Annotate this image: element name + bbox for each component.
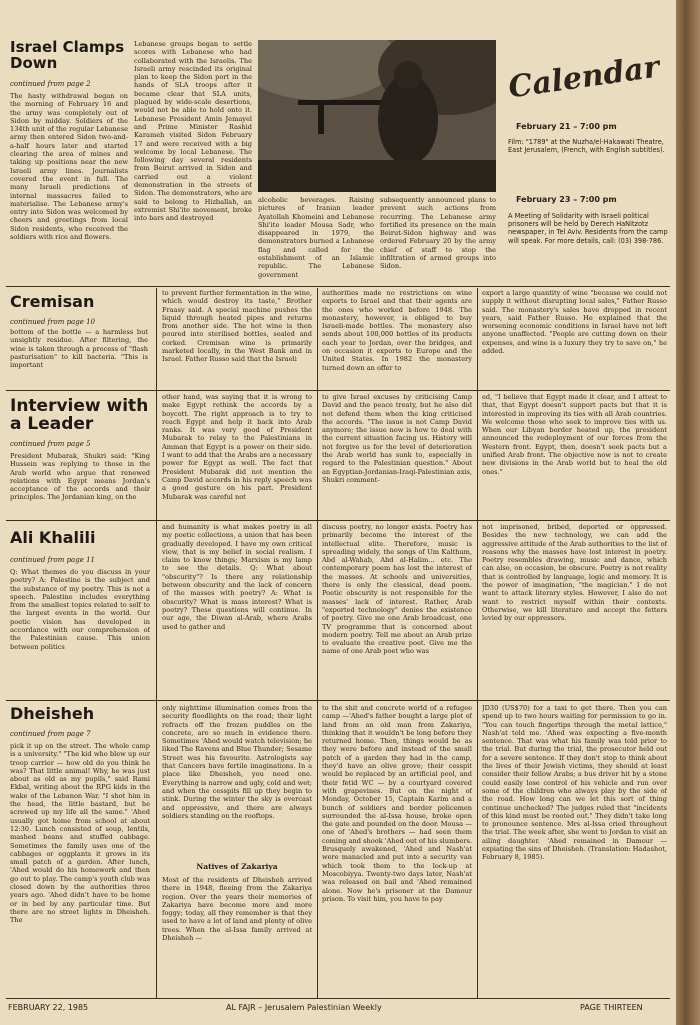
- dheisheh-col2-after: Most of the residents of Dheisheh arrived there in 1948, fleeing from the Zakariya region. Over the years their memories of Zakariya have become more and more foggy; today, all they remember is that they used to have a lot of land and plenty of olive trees. When the al-Issa family arrived at Dheisheh —: [162, 876, 312, 943]
- headline-israel: Israel Clamps Down: [10, 38, 125, 72]
- calendar-date-2: February 23 – 7:00 pm: [516, 195, 617, 204]
- headline-dheisheh: Dheisheh: [10, 704, 95, 723]
- column-rule: [477, 288, 478, 998]
- continued-cremisan: continued from page 10: [10, 318, 95, 326]
- continued-interview: continued from page 5: [10, 440, 91, 448]
- interview-col3: to give Israel excuses by criticising Camp David and the peace treaty, but he also did not defend them when the king criticised the accords. "The issue is not Camp David anymore; the issue now is how to deal with the current situation facing us. History will not forgive us for the level of deterioration the Arab world has sunk to, especially in regard to the Palestinian question." About an Egyptian-Jordanian-Iraqi-Palestinian axis, Shukri comment-: [322, 393, 472, 484]
- khalili-col4: not imprisoned, bribed, deported or oppressed. Besides the new technology, we can add the aggressive attitude of the Arab authorities to the list of reasons why the masses have lost interest in poetry. Poetry resembles drawing, music and dance, which can also, on occasion, be obscure. Poetry is not reality that is controlled by language, logic and memory. It is the power of imagination, "the magician." I do not want to attack literary styles. However, I also do not want to restrict myself within their contexts. Otherwise, we kill literature and accept the fetters levied by our oppressors.: [482, 523, 667, 623]
- footer-date: FEBRUARY 22, 1985: [8, 1003, 89, 1012]
- interview-col2: other hand, was saying that it is wrong to make Egypt rethink the accords by a boycott. The right approach is to try to reach Egypt and help it back into Arab ranks. It was very good of President Mubarak to relay to the Palestinians in Amman that Egypt is a power on their side. I want to add that the Arabs are a necessary power for Egypt as well. The fact that President Mubarak did not mention the Camp David accords in his reply speech was a good gesture on his part. President Mubarak was careful not: [162, 393, 312, 501]
- book-binding: [676, 0, 700, 1025]
- headline-khalili: Ali Khalili: [10, 528, 96, 547]
- divider: [6, 700, 670, 701]
- calendar-event-1: Film: "1789" at the Nuzha/el-Hakawati Theatre, East Jerusalem, (French, with English subtitles).: [508, 138, 665, 155]
- calendar-date-1: February 21 – 7:00 pm: [516, 122, 617, 131]
- interview-col1: President Mubarak, Shukri said: "King Hussein was replying to those in the Arab world who argue that renewed relations with Egypt means Jordan's acceptance of the accords and their principles. The Jordanian king, on the: [10, 452, 150, 502]
- continued-israel: continued from page 2: [10, 80, 91, 88]
- dheisheh-col1: pick it up on the street. The whole camp is a university." "The kid who blew up our troop carrier — how old do you think he was? That little animal! Why, he was just about as old as my pupils," said Rami Ekbal, writing about the RPG kids in the wake of the Lebanon War. "I shot him in the head, the little bastard, but he screwed up my life all the same." 'Ahed usually got home from school at about 12:30. Lunch consisted of soup, lentils, mashed beans and stuffed cabbage. Sometimes the family uses one of the cabbages or eggplants it grows in its small patch of a garden. After lunch, 'Ahed would do his homework and then go out to play. The camp's youth club was closed down by the authorities three years ago. 'Ahed didn't have to be home or in bed by any particular time. But there are no street lights in Dheisheh. The: [10, 742, 150, 925]
- calendar-title: Calendar: [506, 49, 662, 106]
- khalili-col1: Q: What themes do you discuss in your poetry? A: Palestine is the subject and the substance of my poetry. This is not a speech. Palestine includes everything from the smallest topics related to self to the largest events in the world. Our poetic vision has developed in accordance with our comprehension of the Palestinian cause. This union between politics: [10, 568, 150, 651]
- dheisheh-subhead: Natives of Zakariya: [196, 862, 278, 871]
- continued-dheisheh: continued from page 7: [10, 730, 91, 738]
- footer-rule: [6, 998, 670, 999]
- calendar-event-2: A Meeting of Solidarity with Israeli political prisoners will be held by Derech HaNitzotz newspaper, in Tel Aviv. Residents from the camp will speak. For more details, call: (03) 398-786.: [508, 212, 668, 245]
- column-rule: [317, 288, 318, 998]
- continued-khalili: continued from page 11: [10, 556, 95, 564]
- cremisan-col3: authorities made no restrictions on wine exports to Israel and that their agents are the ones who worked before 1948. The monastery, however, is obliged to buy Israeli-made bottles. The monastery also sends about 100,000 bottles of its products each year to Jordan, over the bridges, and on occasion it exports to Europe and the United States. In 1982 the monastery turned down an offer to: [322, 289, 472, 372]
- footer-paper: AL FAJR – Jerusalem Palestinian Weekly: [226, 1003, 382, 1012]
- israel-col3: alcoholic beverages. Raising pictures of Iranian leader Ayatollah Khomeini and Lebanese Shi'ite leader Mousa Sadr, who disappeared in 1979, the demonstrators burned a Lebanese flag and called for the establishment of an Islamic republic. The Lebanese government: [258, 196, 374, 279]
- headline-interview: Interview with a Leader: [10, 396, 149, 434]
- divider: [6, 520, 670, 521]
- soldier-photo: [258, 40, 496, 192]
- divider: [6, 390, 670, 391]
- khalili-col3: discuss poetry, no longer exists. Poetry has primarily become the interest of the intellectual elite. Therefore, music is spreading widely, the songs of Um Kalthum, Abd al-Wahab, Abd al-Halim... etc. The contemporary poem has lost the interest of the masses. At schools and universities, there is only the classical, dead poem. Poetic obscurity is not responsible for the masses' lack of interest. Rather, Arab "exported technology" denies the existence of poetry. Give me one Arab broadcast, one TV programme that is concerned about modern poetry. Tell me about an Arab prize to evaluate the creative poet. Give me the name of one Arab poet who was: [322, 523, 472, 656]
- khalili-col2: and humanity is what makes poetry in all my poetic collections, a union that has been gradually developed. I have my own critical view, that is my belief in social realism. I claim to know things; Marxism is my lamp to see the details. Q: What about "obscurity"? Is there any relationship between obscurity and the lack of concern of the masses with poetry? A: What is obscurity? What is mass interest? What is poetry? These questions will continue. In our age, the Diwan al-Arab, where Arabs used to gather and: [162, 523, 312, 631]
- interview-col4: ed, "I believe that Egypt made it clear, and I attest to that, that Egypt doesn't support pacts but that it is interested in improving its ties with all Arab countries. We welcome those who seek to improve ties with us. When our Libyan border heated up, the president announced the redeployment of our forces from the Western front. Egypt, then, doesn't seek pacts but a unified Arab front. The objective now is not to create new divisions in the Arab world but to heal the old ones.": [482, 393, 667, 476]
- divider: [6, 286, 670, 287]
- headline-cremisan: Cremisan: [10, 292, 95, 311]
- israel-col4: subsequently announced plans to prevent such actions from recurring. The Lebanese army fortified its presence on the main Beirut-Sidon highway and was ordered February 20 by the army chief of staff to stop the infiltration of armed groups into Sidon.: [380, 196, 496, 271]
- cremisan-col1: bottom of the bottle — a harmless but unsightly residue. After filtering, the wine is taken through a process of "flash pasturisation" to kill bacteria. "This is important: [10, 328, 148, 370]
- cremisan-col4: export a large quantity of wine "because we could not supply it without disrupting local sales," Father Russo said. The monastery's sales have dropped in recent years, said Father Russo. He explained that the worsening economic conditions in Israel have not left anyone unaffected. "People are cutting down on their expenses, and wine is a luxury they try to save on," he added.: [482, 289, 667, 356]
- column-rule: [156, 288, 157, 998]
- dheisheh-col2: only nighttime illumination comes from the security floodlights on the road; their light refracts off the frozen puddles on the concrete, are so much in evidence there. Sometimes 'Ahed would watch television; he liked The Ravens and Blue Thunder; Sesame Street was his favourite. Astrologists say that Cancers have fertile imaginations. In a place like Dheisheh, you need one. Everything is narrow and ugly, cold and wet; and when the cesspits fill up they begin to stink. During the winter the sky is overcast and oppressive, and there are always soldiers standing on the rooftops.: [162, 704, 312, 820]
- dheisheh-col3: to the shit and concrete world of a refugee camp —'Ahed's father bought a large plot of land from an old man from Zakariya, thinking that it wouldn't be long before they returned home. Then, things would be as they were before and instead of the small patch of a garden they had in the camp, they'd have an olive grove; their cesspit would be replaced by an artificial pool, and their fetid WC — by a courtyard covered with grapevines. But on the night of Monday, October 15, Captain Karim and a bunch of soldiers and border policemen surrounded the al-Issa house, broke open the gate and pounded on the door. Mousa — one of 'Ahed's brothers — had seen them coming and shook 'Ahed out of his slumbers. Brusquely awakened, 'Ahed and Nash'at were manacled and put into a security van which took them to the lock-up at Moscobiyya. Twenty-two days later, Nash'at was released on bail and 'Ahed remained alone. Now he's prisoner at the Damour prison. To visit him, you have to pay: [322, 704, 472, 903]
- footer-page: PAGE THIRTEEN: [580, 1003, 643, 1012]
- dheisheh-col4: JD30 (US$70) for a taxi to get there. Then you can spend up to two hours waiting for permission to go in. "You can touch fingertips through the metal lattice," Nash'at told me. 'Ahed was expecting a five-month sentence. That was what his family was told prior to the trial. But during the trial, the prosecutor held out for a severe sentence. If they don't stop to think about the lives of their Jewish victims, they should at least consider their fellow Arabs; a bus driver hit by a stone could easily lose control of his vehicle and run over some of the children who always play by the side of the road. How long can we let this sort of thing continue unchecked? The judges ruled that "incidents of this kind must be rooted out." They didn't take long to pronounce sentence. Mrs al-Issa cried throughout the trial. The week after, she went to Jordan to visit an ailing daughter. 'Ahed remained in Damour — expiating the sins of Dheisheh. (Translation: Hadashot, February 8, 1985).: [482, 704, 667, 862]
- israel-col1: The hasty withdrawal began on the morning of February 16 and the army was completely out of Sidon by midday. Soldiers of the 134th unit of the regular Lebanese army then entered Sidon two-and-a-half hours later and started clearing the area of mines and taking up positions near the new Israeli army lines. Journalists covered the event in full. The many Israeli predictions of internal massacres failed to materialise. The Lebanese army's entry into Sidon was welcomed by cheers and greetings from local Sidon residents, who received the soldiers with rice and flowers.: [10, 92, 128, 242]
- cremisan-col2: to prevent further fermentation in the wine, which would destroy its taste," Brother Fraasy said. A special machine pushes the liquid through heated pipes and returns from another side. The hot wine is then poured into sterilised bottles, sealed and corked. Cremisan wine is primarily marketed locally, in the West Bank and in Israel. Father Russo said that the Israeli: [162, 289, 312, 364]
- soldier-photo-art: [258, 40, 496, 192]
- israel-col2: Lebanese groups began to settle scores with Lebanese who had collaborated with the Israelis. The Israeli army rescinded its original plan to keep the Sidon port in the hands of SLA troops after it became clear that SLA units, plagued by wide-scale desertions, would not be able to hold onto it. Lebanese President Amin Jemayel and Prime Minister Rashid Karameh visited Sidon February 17 and were received with a big welcome by local Lebanese. The following day several residents from Beirut arrived in Sidon and carried out a violent demonstration in the streets of Sidon. The demonstrators, who are said to belong to Hizballah, an extremist Shi'ite movement, broke into bars and destroyed: [134, 40, 252, 223]
